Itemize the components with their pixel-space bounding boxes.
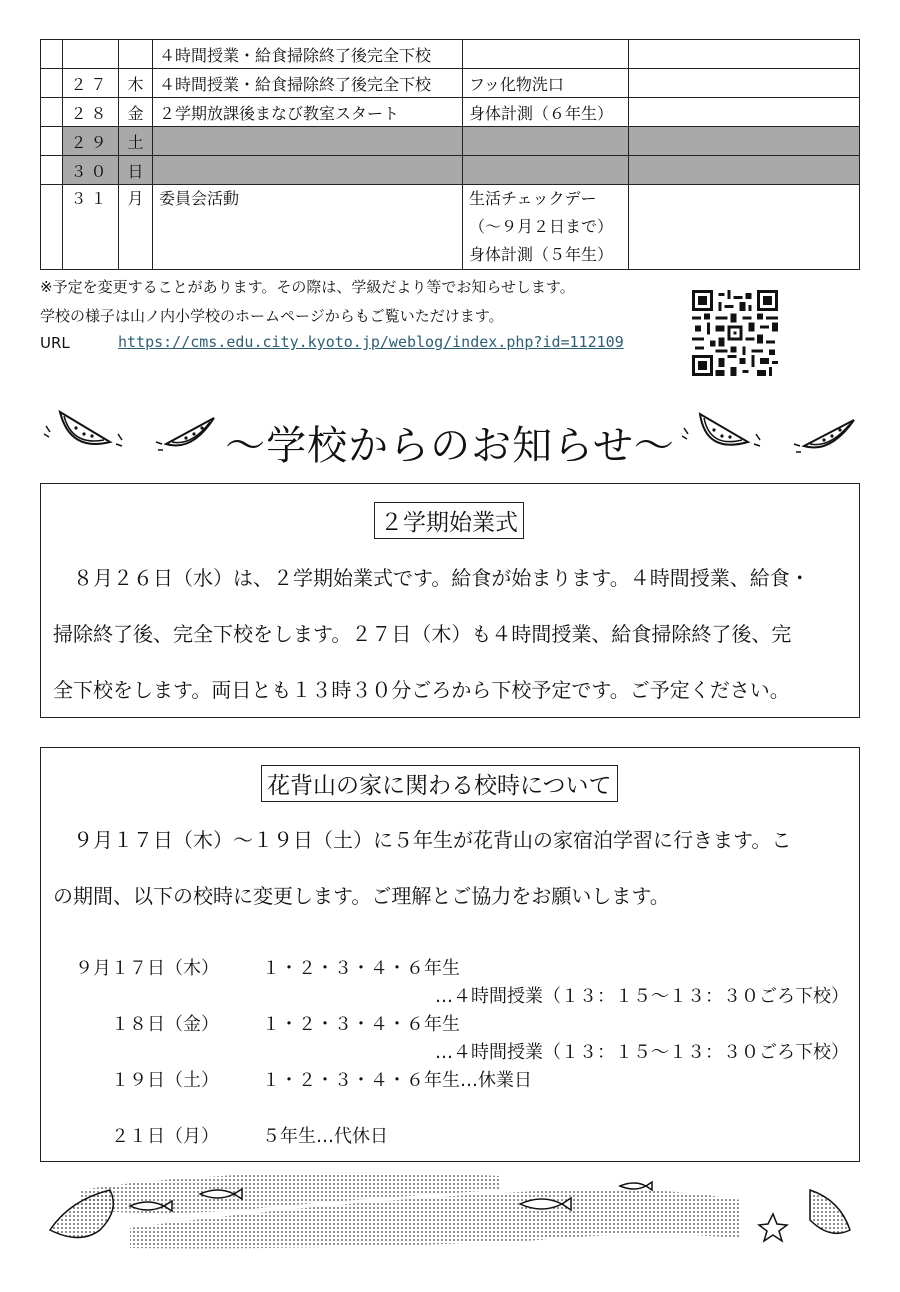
- schedule-row: [41, 40, 860, 69]
- hanase-title: 花背山の家に関わる校時について: [261, 765, 618, 802]
- schedule-row-weekend: [41, 156, 860, 185]
- hanase-body: [53, 812, 853, 924]
- timetable-grades: １・２・３・４・６年生: [262, 958, 460, 979]
- day-cell: [63, 40, 119, 69]
- url-label: URL: [40, 334, 70, 352]
- schedule-table: [40, 39, 860, 270]
- ocean-wave-fish-decoration: [40, 1170, 860, 1270]
- timetable-detail: …４時間授業（１３：１５～１３：３０ごろ下校）: [435, 1042, 849, 1063]
- note-cell: フッ化物洗口: [463, 69, 629, 98]
- schedule-row: [41, 185, 860, 270]
- note-cell: [463, 127, 629, 156]
- timetable-date: ２１日（月）: [111, 1126, 219, 1147]
- note-cell: [463, 185, 629, 270]
- qr-code-icon: [692, 290, 778, 376]
- note-line: 生活チェックデー: [469, 189, 597, 208]
- ceremony-line: ８月２６日（水）は、２学期始業式です。給食が始まります。４時間授業、給食・: [73, 566, 810, 590]
- weekday-cell: [119, 40, 153, 69]
- weekday-cell: 木: [119, 69, 153, 98]
- ceremony-notice-box: [40, 483, 860, 718]
- timetable-grades: ５年生…代休日: [262, 1126, 388, 1147]
- timetable-grades: １・２・３・４・６年生…休業日: [262, 1070, 532, 1091]
- ceremony-line: 全下校をします。両日とも１３時３０分ごろから下校予定です。ご予定ください。: [53, 678, 790, 702]
- school-url-link[interactable]: https://cms.edu.city.kyoto.jp/weblog/index.php?id=112109: [118, 333, 624, 351]
- weekday-cell: 土: [119, 127, 153, 156]
- timetable-detail: …４時間授業（１３：１５～１３：３０ごろ下校）: [435, 986, 849, 1007]
- note-cell: [463, 156, 629, 185]
- timetable-date: ９月１７日（木）: [75, 958, 219, 979]
- note-cell: [463, 40, 629, 69]
- note-cell: 身体計測（６年生）: [463, 98, 629, 127]
- day-cell: ２９: [63, 127, 119, 156]
- hanase-line: の期間、以下の校時に変更します。ご理解とご協力をお願いします。: [53, 884, 670, 908]
- section-heading: ～学校からのお知らせ～: [225, 423, 675, 469]
- weekday-cell: 日: [119, 156, 153, 185]
- day-cell: ３１: [63, 185, 119, 270]
- schedule-row: [41, 98, 860, 127]
- note-line: （～９月２日まで）: [469, 217, 614, 236]
- ceremony-body: [53, 550, 853, 718]
- timetable-date: １９日（土）: [111, 1070, 219, 1091]
- hanase-notice-box: [40, 747, 860, 1162]
- hanase-line: ９月１７日（木）～１９日（土）に５年生が花背山の家宿泊学習に行きます。こ: [73, 828, 792, 852]
- event-cell: 委員会活動: [153, 185, 463, 270]
- event-cell: ４時間授業・給食掃除終了後完全下校: [153, 40, 463, 69]
- event-cell: ４時間授業・給食掃除終了後完全下校: [153, 69, 463, 98]
- schedule-row-weekend: [41, 127, 860, 156]
- ceremony-title: ２学期始業式: [374, 502, 524, 539]
- event-cell: [153, 127, 463, 156]
- weekday-cell: 金: [119, 98, 153, 127]
- weekday-cell: 月: [119, 185, 153, 270]
- note-line: 身体計測（５年生）: [469, 245, 614, 264]
- day-cell: ２７: [63, 69, 119, 98]
- day-cell: ２８: [63, 98, 119, 127]
- schedule-row: [41, 69, 860, 98]
- event-cell: [153, 156, 463, 185]
- timetable-grades: １・２・３・４・６年生: [262, 1014, 460, 1035]
- change-notice: ※予定を変更することがあります。その際は、学級だより等でお知らせします。: [40, 278, 575, 296]
- day-cell: ３０: [63, 156, 119, 185]
- timetable-date: １８日（金）: [111, 1014, 219, 1035]
- ceremony-line: 掃除終了後、完全下校をします。２７日（木）も４時間授業、給食掃除終了後、完: [53, 622, 792, 646]
- event-cell: ２学期放課後まなび教室スタート: [153, 98, 463, 127]
- homepage-notice: 学校の様子は山ノ内小学校のホームページからもご覧いただけます。: [40, 307, 504, 325]
